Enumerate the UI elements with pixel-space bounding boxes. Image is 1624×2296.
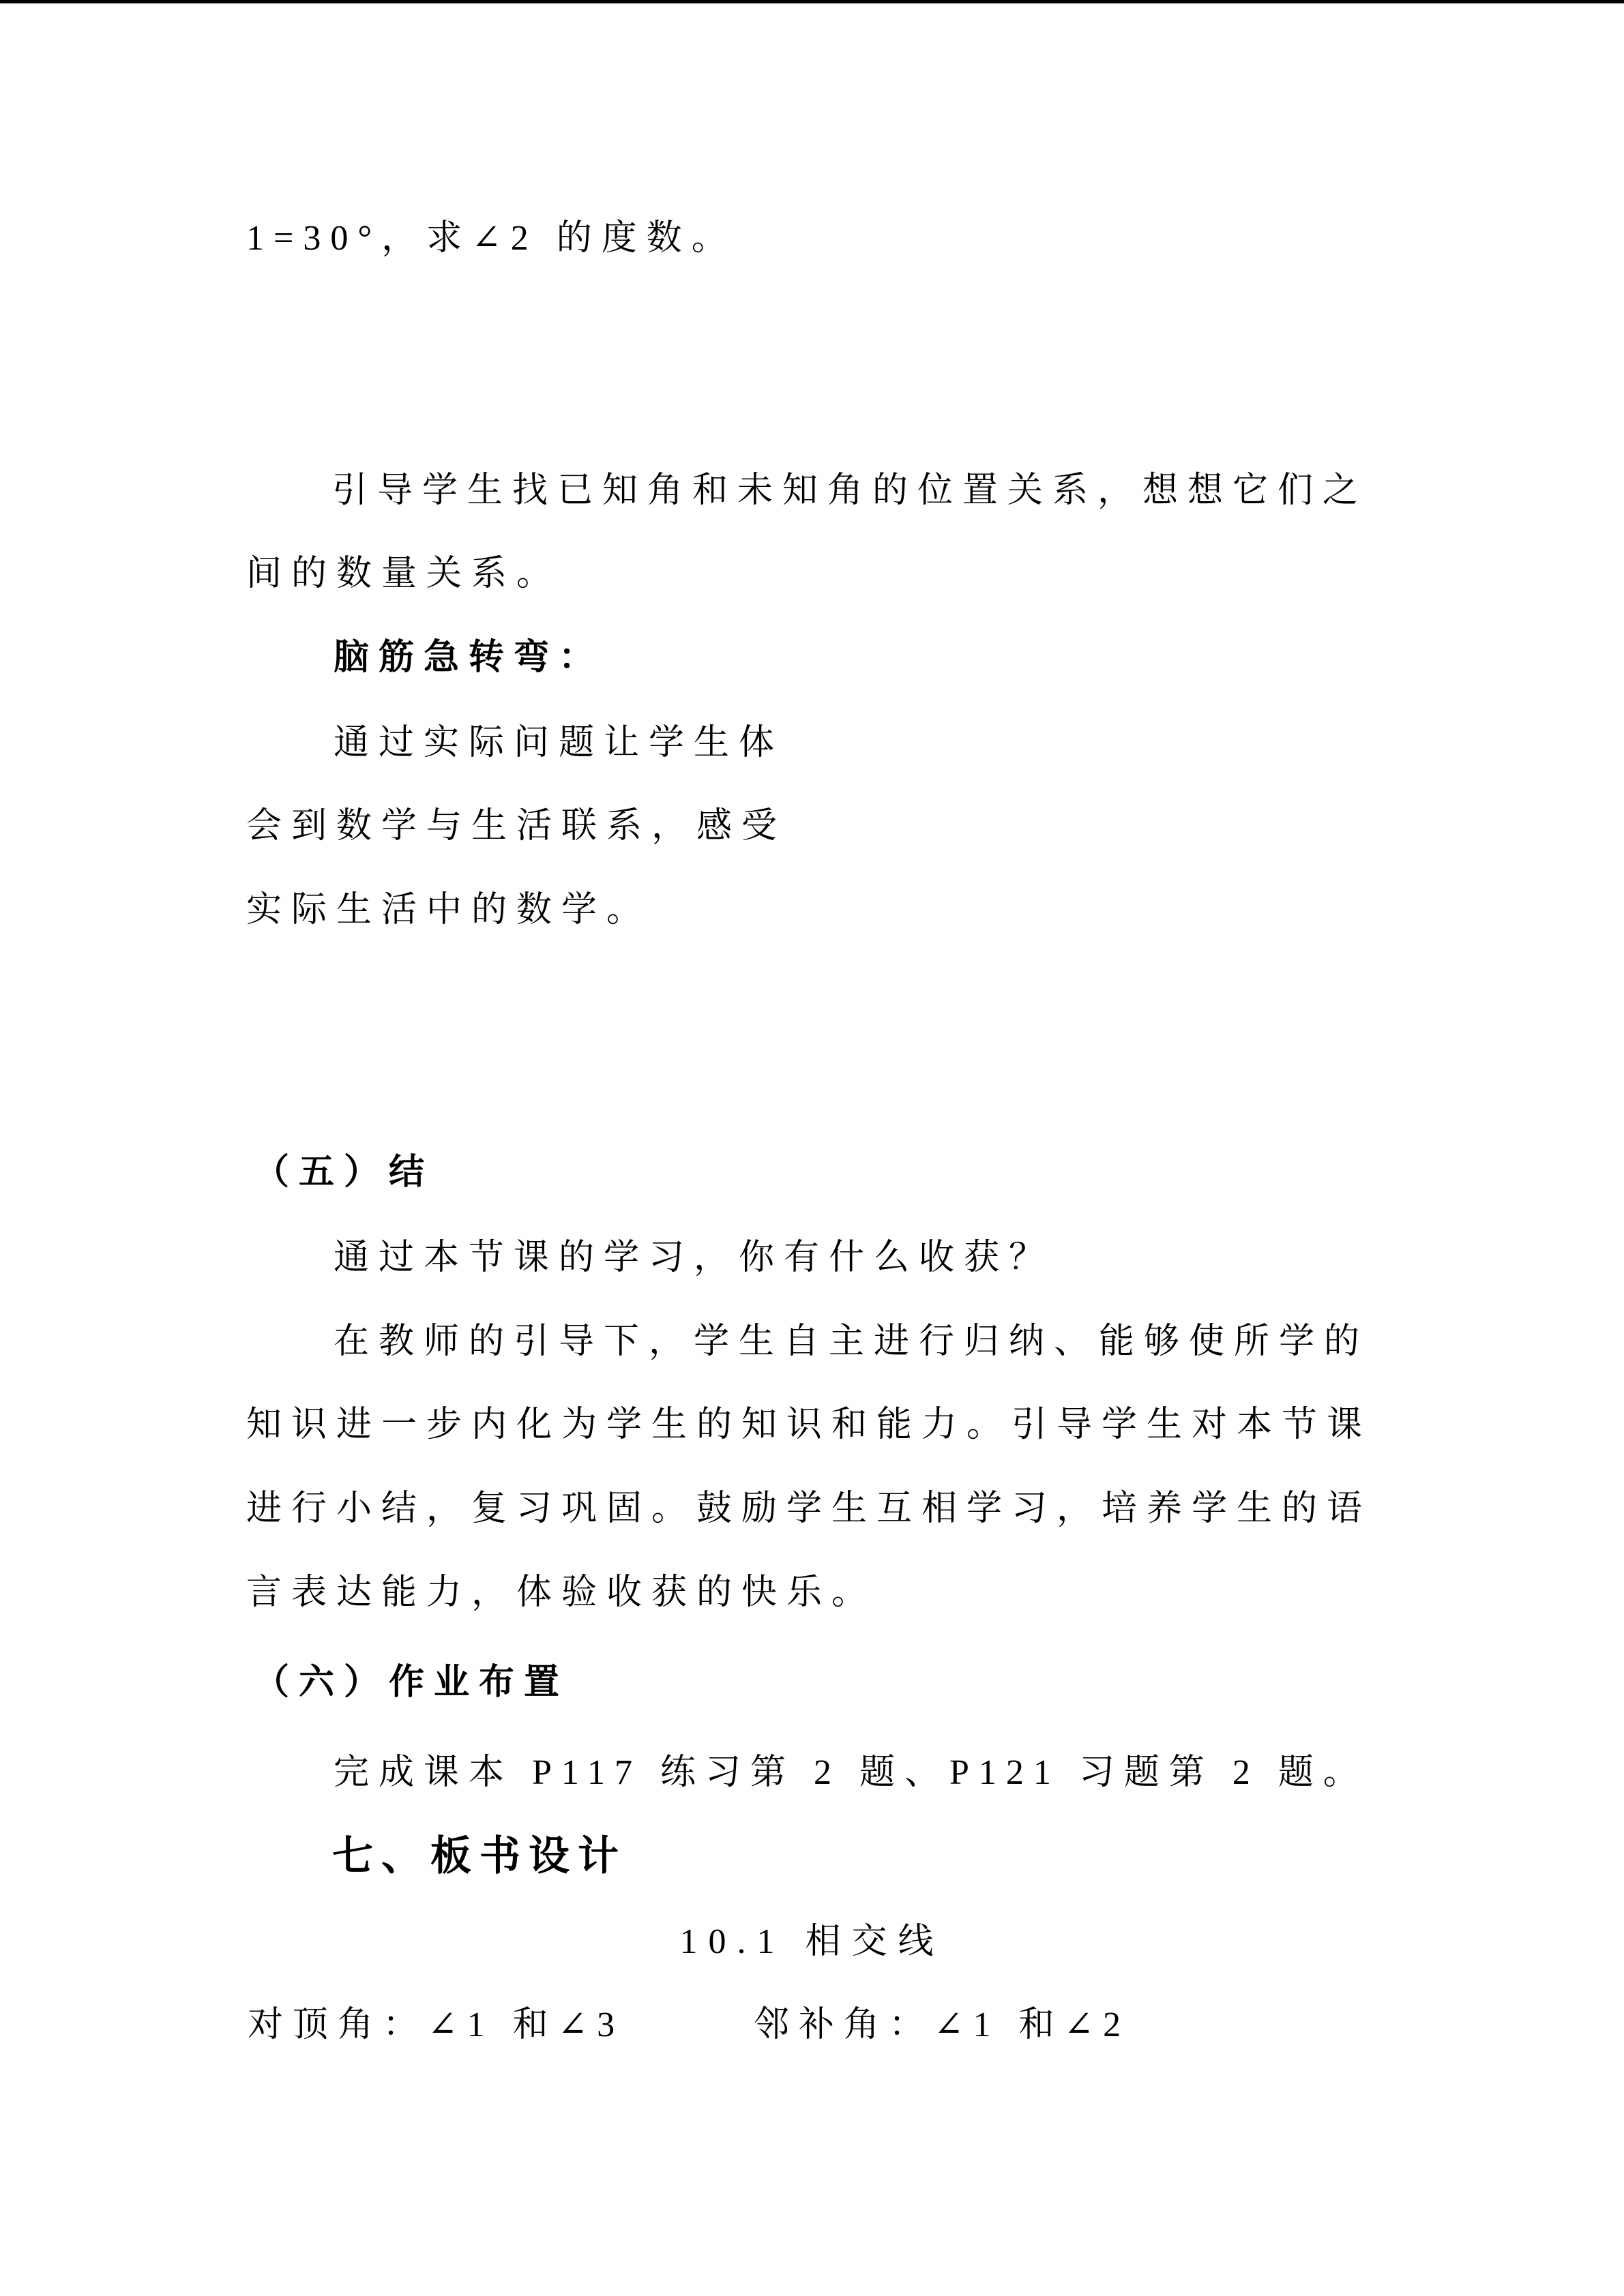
body-line: 在教师的引导下，学生自主进行归纳、能够使所学的: [334, 1322, 1370, 1361]
body-line-angle-statement: 1=30°，求∠2 的度数。: [246, 219, 737, 258]
body-line: 进行小结，复习巩固。鼓励学生互相学习，培养学生的语: [246, 1489, 1372, 1528]
board-title: 10.1 相交线: [679, 1922, 945, 1961]
body-line: 通过实际问题让学生体: [334, 724, 784, 762]
body-line: 通过本节课的学习，你有什么收获？: [334, 1238, 1054, 1277]
heading-section-five-summary: （五）结: [254, 1153, 434, 1192]
body-line: 间的数量关系。: [246, 554, 562, 593]
body-line-homework-assignment: 完成课本 P117 练习第 2 题、P121 习题第 2 题。: [334, 1753, 1368, 1792]
board-item-vertical-angles: 对顶角：∠1 和∠3: [248, 2006, 625, 2044]
body-line: 实际生活中的数学。: [246, 891, 652, 929]
scan-top-edge: [0, 0, 1624, 3]
body-line: 引导学生找已知角和未知角的位置关系，想想它们之: [332, 471, 1368, 510]
heading-section-six-homework: （六）作业布置: [254, 1663, 570, 1702]
body-line: 会到数学与生活联系，感受: [246, 807, 787, 846]
body-line: 言表达能力，体验收获的快乐。: [246, 1573, 877, 1612]
heading-brain-teaser: 脑筋急转弯：: [334, 638, 604, 677]
body-line: 知识进一步内化为学生的知识和能力。引导学生对本节课: [246, 1405, 1372, 1444]
board-item-adjacent-angles: 邻补角：∠1 和∠2: [754, 2006, 1131, 2044]
heading-board-design: 七、板书设计: [332, 1834, 627, 1879]
